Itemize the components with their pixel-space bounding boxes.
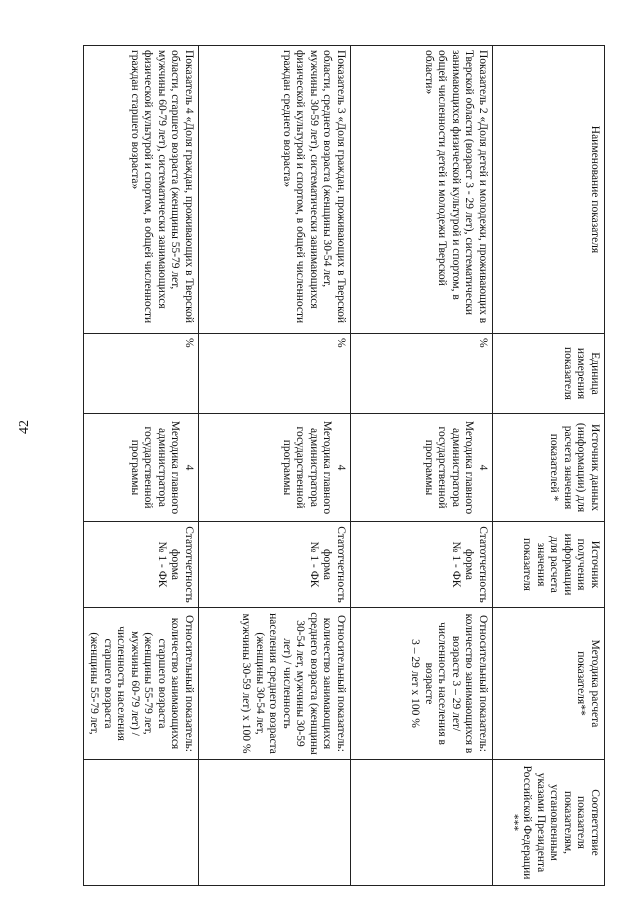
- table-row: [84, 46, 199, 886]
- indicator-name: Показатель 3 «Доля граждан, проживающих в Тверской области, среднего возраста (женщины 30-54 лет, мужчины 30-59 лет), систематически занимающихся физической культурой и спортом, в общей численности граждан среднего возраста»: [199, 46, 351, 334]
- header-data-source: Источник данных (информации) для расчета значения показателей *: [493, 414, 605, 522]
- header-info-source: Источник получения информации для расчета значения показателя: [493, 522, 605, 608]
- indicator-name: Показатель 2 «Доля детей и молодежи, проживающих в Тверской области (возраст 3 - 29 лет), систематически занимающихся физической культурой и спортом, в общей численности детей и молодежи Тверской области»: [351, 46, 493, 334]
- indicator-info-source: Статотчетность форма № 1 - ФК: [199, 522, 351, 608]
- table-row: [351, 46, 493, 886]
- header-name: Наименование показателя: [493, 46, 605, 334]
- indicator-method: Относительный показатель: количество занимающихся в возрасте 3 – 29 лет/ численность населения в возрасте 3 – 29 лет х 100 %: [351, 608, 493, 760]
- page-number: 42: [17, 420, 32, 434]
- header-method: Методика расчета показателя**: [493, 608, 605, 760]
- table-row: [199, 46, 351, 886]
- indicator-conformity: [199, 760, 351, 886]
- indicators-table: [83, 45, 605, 886]
- indicator-conformity: [351, 760, 493, 886]
- header-conformity: Соответствие показателя показателям, установленным указами Президента Российской Федерации ***: [493, 760, 605, 886]
- indicator-data-source: 4 Методика главного администратора государственной программы: [351, 414, 493, 522]
- header-row: [493, 46, 605, 886]
- indicator-conformity: [84, 760, 199, 886]
- indicator-info-source: Статотчетность форма № 1 - ФК: [84, 522, 199, 608]
- indicator-unit: %: [84, 334, 199, 414]
- header-unit: Единица измерения показателя: [493, 334, 605, 414]
- indicator-name: Показатель 4 «Доля граждан, проживающих в Тверской области, старшего возраста (женщины 55-79 лет, мужчины 60-79 лет), систематически занимающихся физической культурой и спортом, в общей численности граждан старшего возраста»: [84, 46, 199, 334]
- indicator-data-source: 4 Методика главного администратора государственной программы: [84, 414, 199, 522]
- indicator-data-source: 4 Методика главного администратора государственной программы: [199, 414, 351, 522]
- indicator-method: Относительный показатель: количество занимающихся среднего возраста (женщины 30-54 лет, мужчины 30-59 лет) / численность населения среднего возраста (женщины 30-54 лет, мужчины 30-59 лет) х 100 %: [199, 608, 351, 760]
- indicator-method: Относительный показатель: количество занимающихся старшего возраста (женщины 55-79 лет, мужчины 60-79 лет) / численность населения старшего возраста (женщины 55-79 лет,: [84, 608, 199, 760]
- rotated-table-container: [88, 45, 605, 885]
- indicator-info-source: Статотчетность форма № 1 - ФК: [351, 522, 493, 608]
- indicator-unit: %: [351, 334, 493, 414]
- indicator-unit: %: [199, 334, 351, 414]
